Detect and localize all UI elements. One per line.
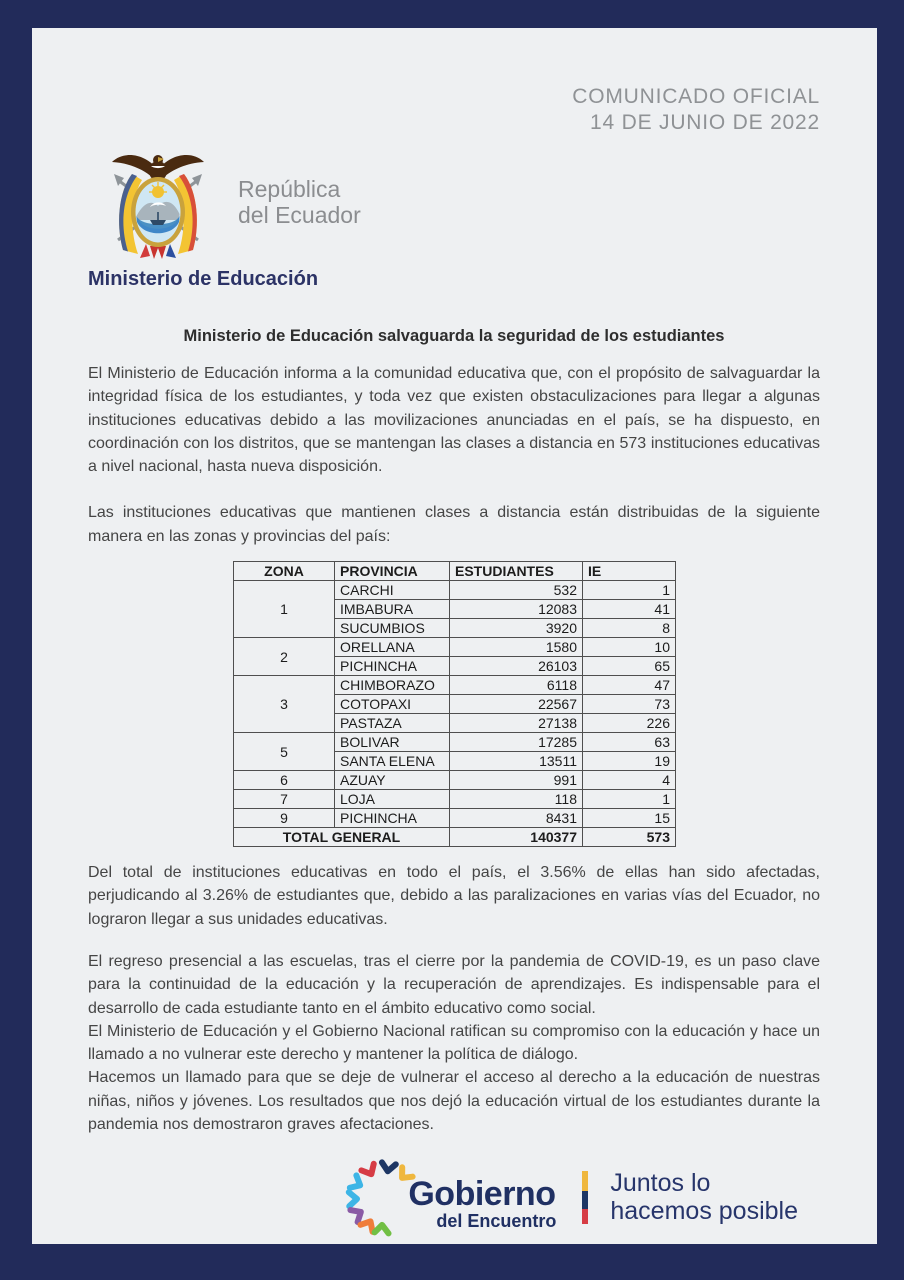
zone-cell: 6 bbox=[234, 771, 335, 790]
total-students-cell: 140377 bbox=[450, 828, 583, 847]
document-page bbox=[32, 28, 877, 1244]
students-cell: 1580 bbox=[450, 638, 583, 657]
paragraph-4: El regreso presencial a las escuelas, tras el cierre por la pandemia de COVID-19, es un paso clave para la continuidad de la educación y la recuperación de aprendizajes. Es indispensable para el desarrollo de cada estudiante tanto en el ámbito educativo como social. bbox=[88, 952, 820, 1017]
table-total-row bbox=[234, 828, 676, 847]
col-header-zona: ZONA bbox=[234, 562, 335, 581]
ie-cell: 73 bbox=[583, 695, 676, 714]
communique-date: 14 DE JUNIO DE 2022 bbox=[590, 111, 820, 134]
province-cell: LOJA bbox=[335, 790, 450, 809]
table-row bbox=[234, 638, 676, 657]
republic-label: República del Ecuador bbox=[238, 176, 361, 228]
students-cell: 8431 bbox=[450, 809, 583, 828]
province-cell: BOLIVAR bbox=[335, 733, 450, 752]
province-cell: ORELLANA bbox=[335, 638, 450, 657]
document-title: Ministerio de Educación salvaguarda la seguridad de los estudiantes bbox=[183, 327, 725, 345]
students-cell: 22567 bbox=[450, 695, 583, 714]
students-cell: 27138 bbox=[450, 714, 583, 733]
province-cell: AZUAY bbox=[335, 771, 450, 790]
table-header-row bbox=[234, 562, 676, 581]
zone-cell: 7 bbox=[234, 790, 335, 809]
flag-divider-bar bbox=[582, 1171, 588, 1224]
col-header-ie: IE bbox=[583, 562, 676, 581]
students-cell: 26103 bbox=[450, 657, 583, 676]
paragraph-3: Del total de instituciones educativas en todo el país, el 3.56% de ellas han sido afectadas, perjudicando al 3.26% de estudiantes que, debido a las paralizaciones en varias vías del Ecuador, no lograron llegar a sus unidades educativas. bbox=[88, 864, 820, 928]
province-cell: CARCHI bbox=[335, 581, 450, 600]
table-row bbox=[234, 790, 676, 809]
ie-cell: 8 bbox=[583, 619, 676, 638]
zone-cell: 5 bbox=[234, 733, 335, 771]
paragraph-6: Hacemos un llamado para que se deje de vulnerar el acceso al derecho a la educación de nuestras niñas, niños y jóvenes. Los resultados que nos dejó la educación virtual de los estudiantes durante la pandemia nos demostraron graves afectaciones. bbox=[88, 1069, 820, 1134]
ie-cell: 41 bbox=[583, 600, 676, 619]
table-row bbox=[234, 676, 676, 695]
total-ie-cell: 573 bbox=[583, 828, 676, 847]
students-cell: 118 bbox=[450, 790, 583, 809]
paragraph-5: El Ministerio de Educación y el Gobierno Nacional ratifican su compromiso con la educación y hace un llamado a no vulnerar este derecho y mantener la política de diálogo. bbox=[88, 1022, 820, 1064]
distribution-table bbox=[233, 561, 676, 847]
zone-cell: 9 bbox=[234, 809, 335, 828]
ie-cell: 63 bbox=[583, 733, 676, 752]
table-row bbox=[234, 581, 676, 600]
ie-cell: 15 bbox=[583, 809, 676, 828]
zone-cell: 2 bbox=[234, 638, 335, 676]
zone-cell: 3 bbox=[234, 676, 335, 733]
zone-cell: 1 bbox=[234, 581, 335, 638]
col-header-estudiantes: ESTUDIANTES bbox=[450, 562, 583, 581]
tagline: Juntos lo hacemos posible bbox=[610, 1169, 798, 1226]
total-label-cell: TOTAL GENERAL bbox=[234, 828, 450, 847]
province-cell: CHIMBORAZO bbox=[335, 676, 450, 695]
province-cell: PICHINCHA bbox=[335, 657, 450, 676]
ie-cell: 65 bbox=[583, 657, 676, 676]
province-cell: SANTA ELENA bbox=[335, 752, 450, 771]
students-cell: 12083 bbox=[450, 600, 583, 619]
table-row bbox=[234, 771, 676, 790]
gobierno-wordmark: Gobierno del Encuentro bbox=[408, 1175, 557, 1232]
province-cell: PICHINCHA bbox=[335, 809, 450, 828]
province-cell: IMBABURA bbox=[335, 600, 450, 619]
table-row bbox=[234, 733, 676, 752]
students-cell: 991 bbox=[450, 771, 583, 790]
province-cell: SUCUMBIOS bbox=[335, 619, 450, 638]
government-logo bbox=[88, 1154, 798, 1240]
communique-title: COMUNICADO OFICIAL bbox=[572, 85, 820, 108]
ie-cell: 4 bbox=[583, 771, 676, 790]
paragraph-1: El Ministerio de Educación informa a la comunidad educativa que, con el propósito de salvaguardar la integridad física de los estudiantes, y toda vez que existen obstaculizaciones para llegar a algunas instituciones educativas debido a las movilizaciones anunciadas en el país, se ha dispuesto, en coordinación con los distritos, que se mantengan las clases a distancia en 573 instituciones educativas a nivel nacional, hasta nueva disposición. bbox=[88, 365, 820, 476]
table-row bbox=[234, 809, 676, 828]
students-cell: 532 bbox=[450, 581, 583, 600]
ie-cell: 1 bbox=[583, 581, 676, 600]
students-cell: 6118 bbox=[450, 676, 583, 695]
students-cell: 3920 bbox=[450, 619, 583, 638]
brand-row bbox=[88, 144, 820, 260]
communique-header bbox=[88, 84, 820, 136]
ecuador-coat-of-arms-icon bbox=[88, 144, 228, 260]
ie-cell: 19 bbox=[583, 752, 676, 771]
col-header-provincia: PROVINCIA bbox=[335, 562, 450, 581]
ie-cell: 1 bbox=[583, 790, 676, 809]
distribution-table-wrapper bbox=[233, 561, 675, 847]
ie-cell: 226 bbox=[583, 714, 676, 733]
students-cell: 13511 bbox=[450, 752, 583, 771]
province-cell: PASTAZA bbox=[335, 714, 450, 733]
ie-cell: 47 bbox=[583, 676, 676, 695]
ie-cell: 10 bbox=[583, 638, 676, 657]
distribution-table-body bbox=[234, 581, 676, 847]
paragraph-2: Las instituciones educativas que mantienen clases a distancia están distribuidas de la siguiente manera en las zonas y provincias del país: bbox=[88, 504, 820, 545]
students-cell: 17285 bbox=[450, 733, 583, 752]
province-cell: COTOPAXI bbox=[335, 695, 450, 714]
ministry-heading: Ministerio de Educación bbox=[88, 268, 319, 290]
